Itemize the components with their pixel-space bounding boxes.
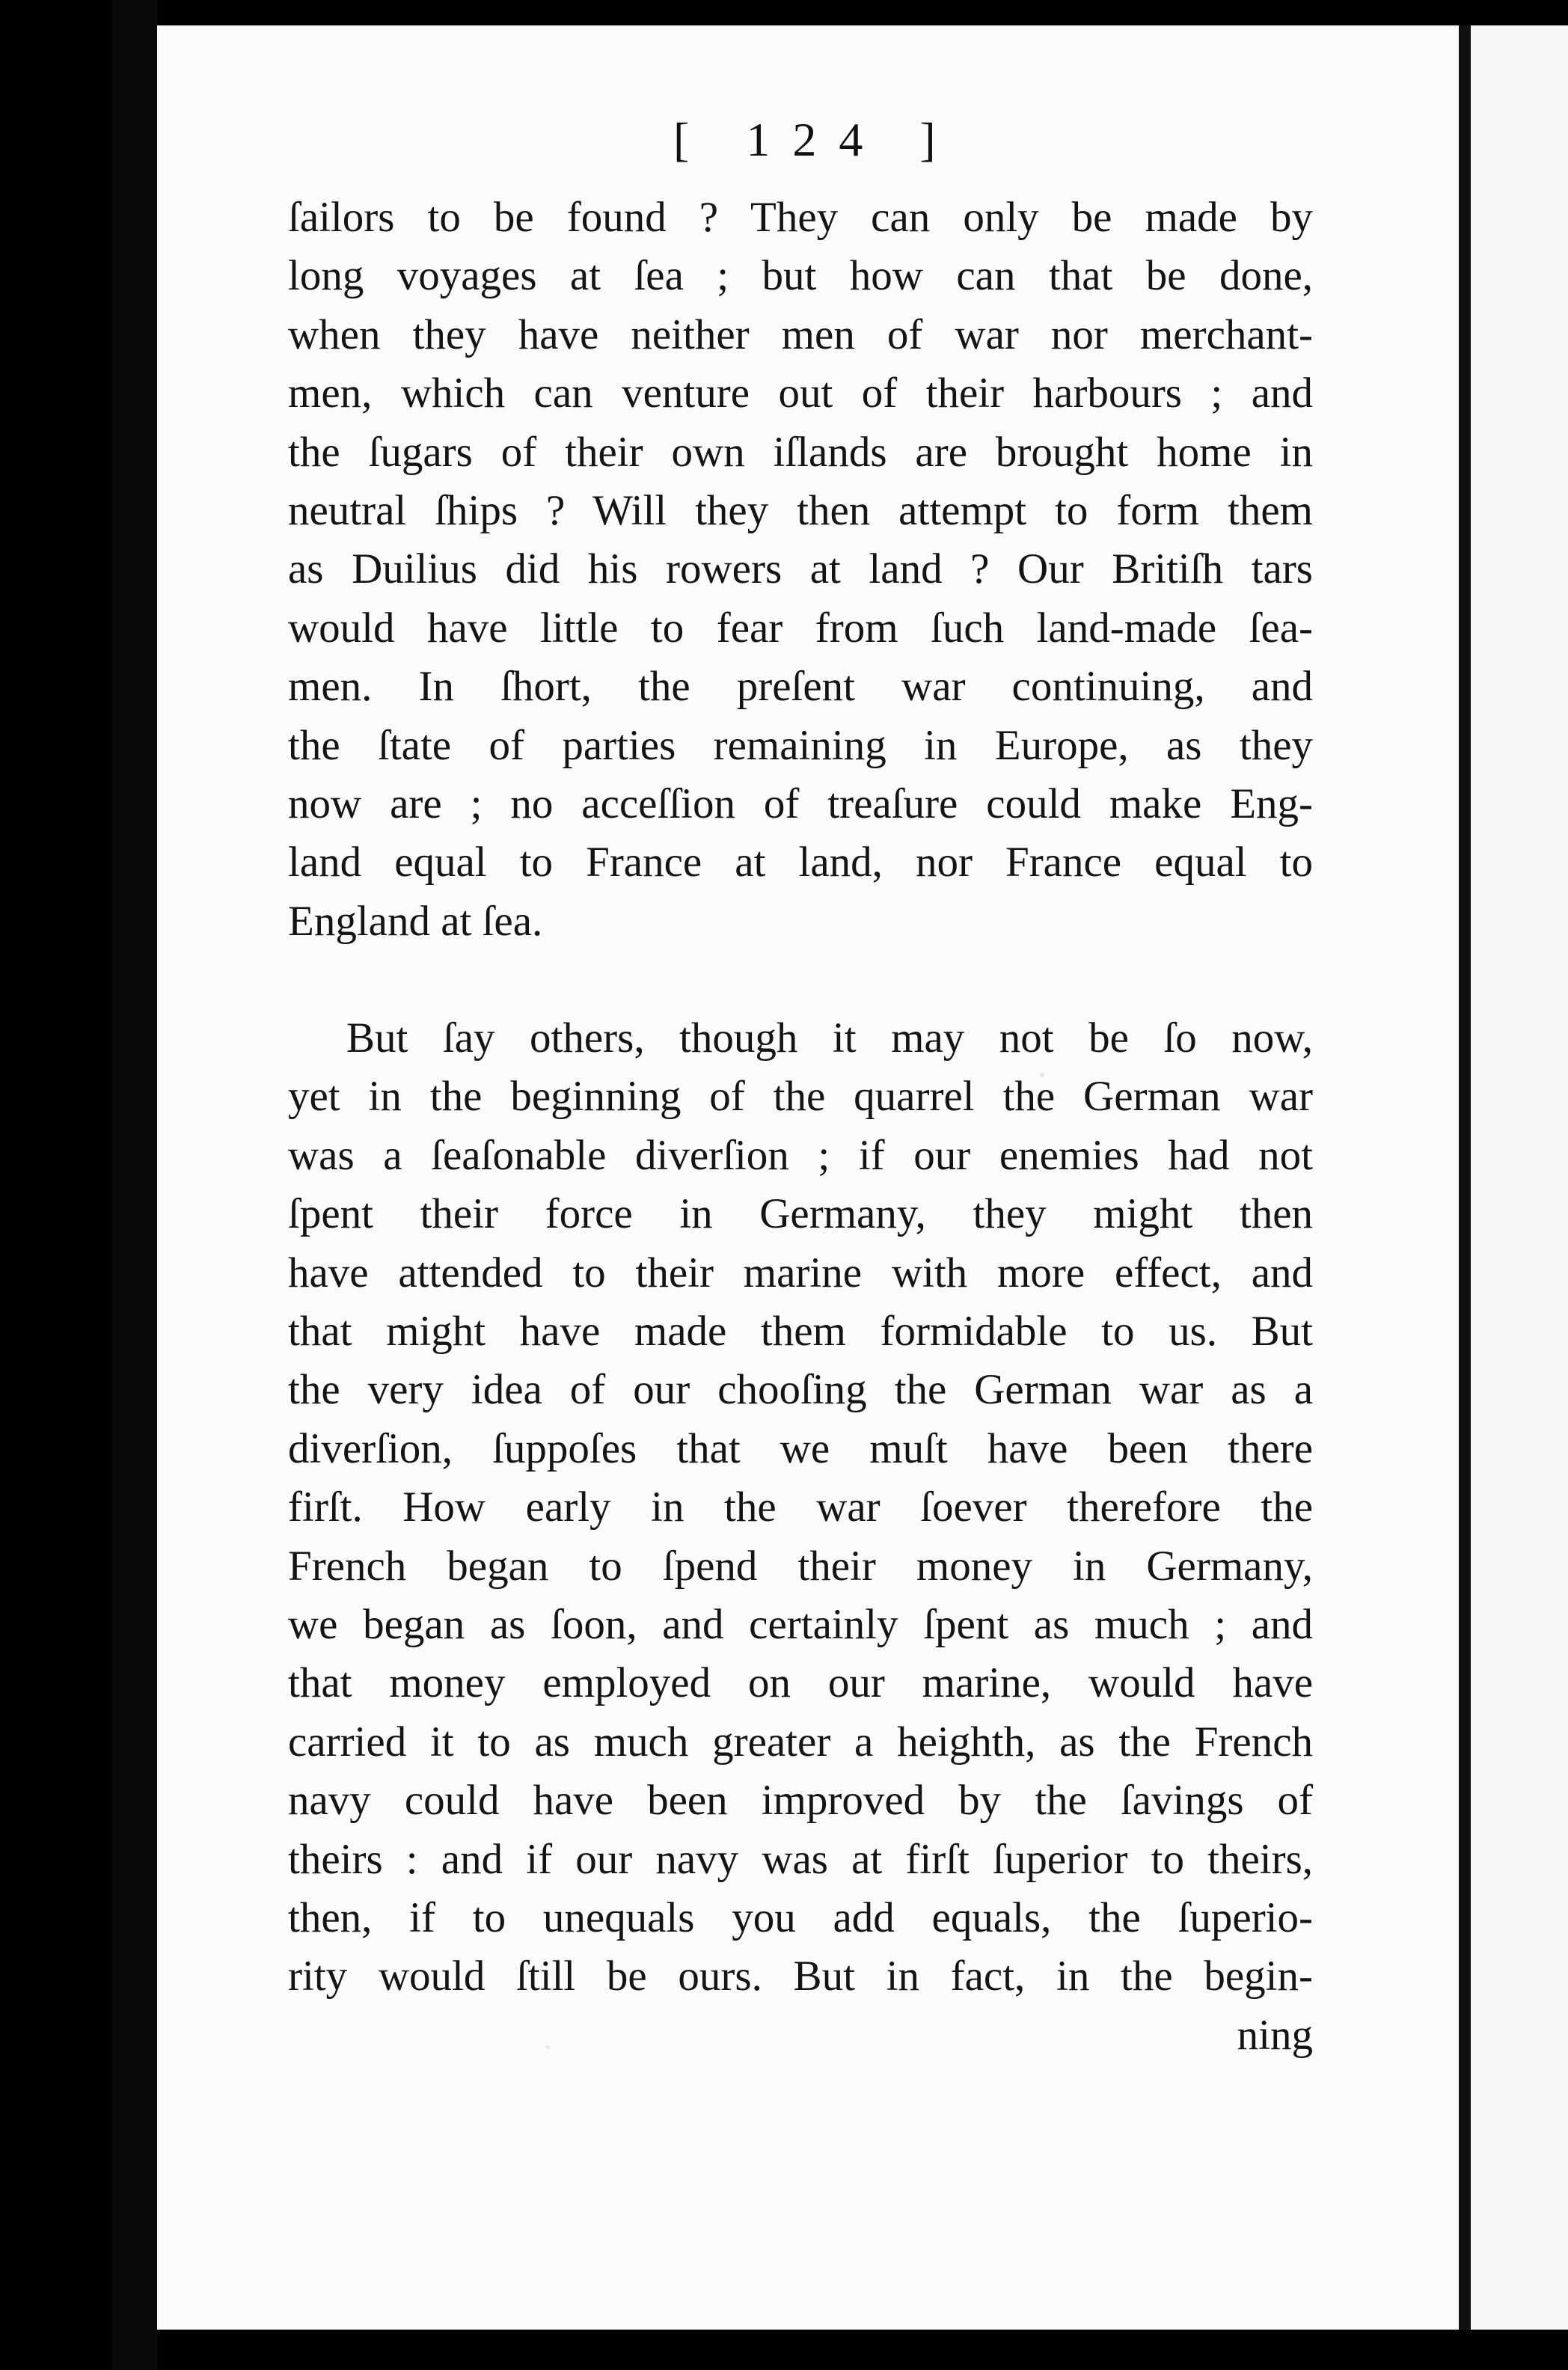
text-line: the ſtate of parties remaining in Europe, as they (288, 721, 1313, 769)
text-line: now are ; no acceſſion of treaſure could make Eng- (288, 780, 1313, 827)
facing-page-edge (1471, 25, 1568, 2330)
body-text (288, 189, 1313, 2065)
text-line: theirs : and if our navy was at firſt ſuperior to theirs, (288, 1835, 1313, 1883)
text-line: carried it to as much greater a heighth, as the French (288, 1718, 1313, 1766)
text-line: firſt. How early in the war ſoever therefore the (288, 1483, 1313, 1531)
paragraph-break (288, 951, 1313, 1009)
text-line: was a ſeaſonable diverſion ; if our enemies had not (288, 1131, 1313, 1179)
text-line: that money employed on our marine, would have (288, 1659, 1313, 1707)
text-line: navy could have been improved by the ſavings of (288, 1777, 1313, 1825)
text-line: England at ſea. (288, 897, 543, 945)
text-line: long voyages at ſea ; but how can that be done, (288, 252, 1313, 300)
text-line: land equal to France at land, nor France equal to (288, 839, 1313, 887)
text-line: that might have made them formidable to us. But (288, 1308, 1313, 1356)
text-line: the very idea of our chooſing the German war as a (288, 1366, 1313, 1414)
text-line: rity would ſtill be ours. But in fact, in the begin- (288, 1953, 1313, 2000)
text-line: French began to ſpend their money in Germany, (288, 1542, 1313, 1590)
text-line: when they have neither men of war nor merchant- (288, 310, 1313, 358)
text-line: would have little to fear from ſuch land-made ſea- (288, 604, 1313, 652)
text-line: the ſugars of their own iſlands are brought home in (288, 428, 1313, 476)
text-line: have attended to their marine with more effect, and (288, 1249, 1313, 1296)
text-line: then, if to unequals you add equals, the ſuperio- (288, 1893, 1313, 1941)
catchword: ning (1237, 2011, 1313, 2059)
text-line: yet in the beginning of the quarrel the German war (288, 1073, 1313, 1121)
text-line: ſailors to be found ? They can only be made by (288, 194, 1313, 241)
book-spine-shadow (112, 0, 157, 2370)
text-line: we began as ſoon, and certainly ſpent as much ; and (288, 1600, 1313, 1648)
text-line: men, which can venture out of their harbours ; and (288, 370, 1313, 417)
text-line: ſpent their force in Germany, they might then (288, 1190, 1313, 1238)
text-line: diverſion, ſuppoſes that we muſt have been there (288, 1424, 1313, 1472)
text-line: neutral ſhips ? Will they then attempt to form them (288, 486, 1313, 534)
page-gutter (1459, 25, 1471, 2330)
text-line: But ſay others, though it may not be ſo now, (346, 1014, 1313, 1062)
page-number: [ 124 ] (673, 113, 958, 166)
text-line: as Duilius did his rowers at land ? Our Britiſh tars (288, 545, 1313, 593)
text-line: men. In ſhort, the preſent war continuing, and (288, 663, 1313, 711)
